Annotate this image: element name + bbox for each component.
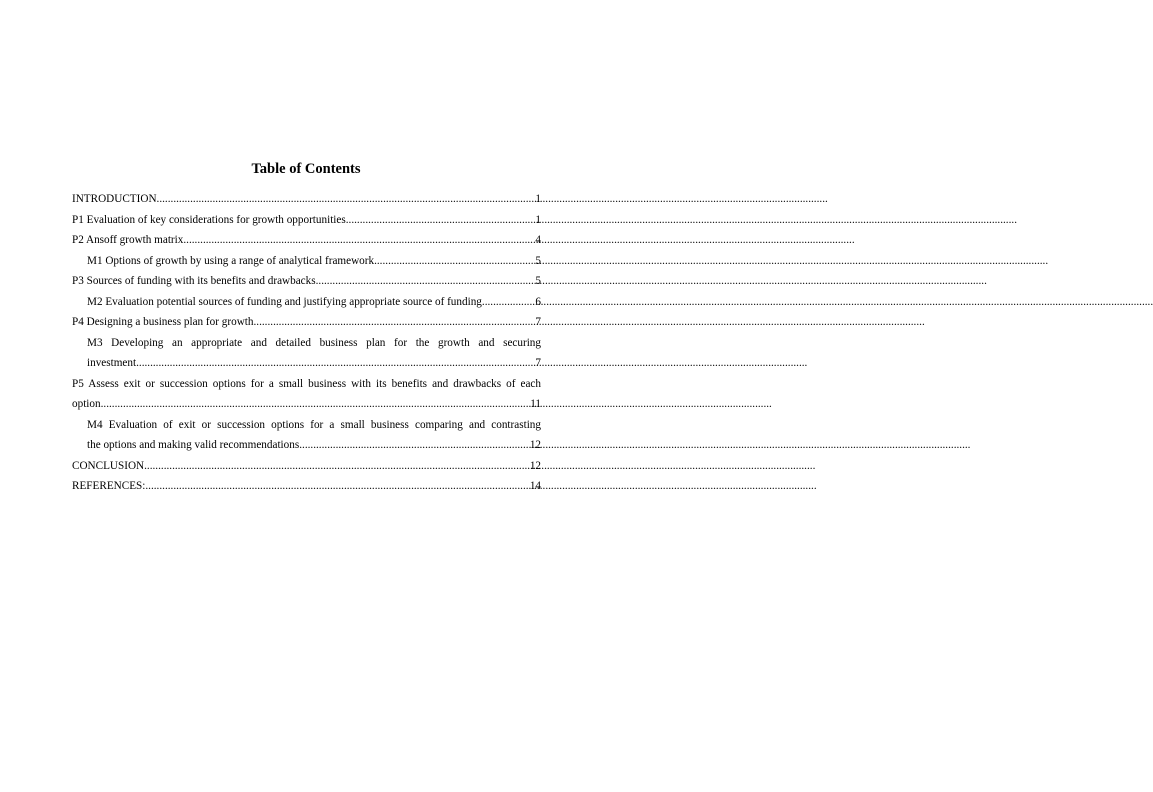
dot-leader [316,271,536,292]
dot-leader [136,353,535,374]
dot-leader [144,456,530,477]
toc-page-number: 7 [535,357,541,369]
toc-entry-label: INTRODUCTION [72,193,157,205]
dot-leader [346,210,536,231]
toc-entry-m4-line1[interactable]: M4 Evaluation of exit or succession options for a small business comparing and contrasting [87,418,541,431]
toc-entry-m2[interactable] [72,292,541,313]
toc-entry-label: M2 Evaluation potential sources of funding and justifying appropriate source of funding [87,295,482,308]
toc-page-number: 14 [529,480,541,492]
toc-entry-label: REFERENCES: [72,480,146,492]
toc-entry-label: P1 Evaluation of key considerations for growth opportunities [72,213,346,226]
dot-leader [253,312,535,333]
toc-page-number: 5 [535,254,541,267]
toc-entry-label: M1 Options of growth by using a range of analytical framework. [87,254,377,267]
dot-leader [183,230,535,251]
toc-entry-label: option [72,398,101,410]
toc-entry-p3[interactable] [72,271,541,292]
dot-leader [482,292,536,313]
toc-page-number: 1 [535,213,541,226]
toc-entry-m3-line1[interactable]: M3 Developing an appropriate and detailed business plan for the growth and securing [87,336,541,349]
toc-page-number: 12 [529,439,541,451]
toc-entry-p4[interactable] [72,312,541,333]
toc-page-number: 7 [535,316,541,328]
toc-entry-p5[interactable] [72,394,541,415]
toc-entry-p1[interactable] [72,210,541,231]
dot-leader [377,251,536,272]
toc-entry-introduction[interactable] [72,189,541,210]
dot-leader [145,476,529,497]
toc-page-number: 1 [535,193,541,205]
toc-page-number: 12 [529,459,541,472]
toc-entry-references[interactable] [72,476,541,497]
toc-entry-m4[interactable] [72,435,541,456]
toc-entry-label: P2 Ansoff growth matrix [72,234,184,246]
toc-entry-label: investment [87,357,137,369]
toc-entry-p5-line1[interactable]: P5 Assess exit or succession options for a small business with its benefits and drawbacks of each [72,377,541,390]
toc-entry-p2[interactable] [72,230,541,251]
toc-entry-label: CONCLUSION [72,459,145,472]
toc-entry-m1[interactable] [72,251,541,272]
dot-leader [101,394,531,415]
dot-leader [299,435,530,456]
toc-page-number: 11 [530,398,541,410]
toc-entry-m3[interactable] [72,353,541,374]
toc-page-number: 5 [535,275,541,287]
toc-entry-label: P4 Designing a business plan for growth [72,316,254,328]
dot-leader [157,189,536,210]
toc-entry-label: P3 Sources of funding with its benefits and drawbacks [72,275,316,287]
toc-page-number: 6 [535,295,541,308]
table-of-contents [72,189,541,497]
toc-entry-conclusion[interactable] [72,456,541,477]
toc-page-number: 4 [535,234,541,246]
page-title: Table of Contents [251,161,361,177]
toc-entry-label: the options and making valid recommendations [87,439,300,451]
